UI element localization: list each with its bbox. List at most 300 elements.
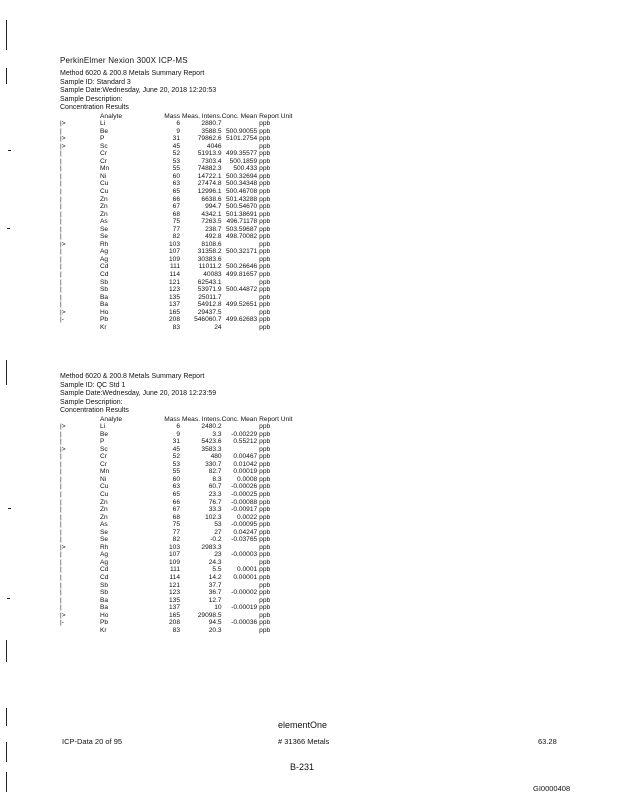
cell-analyte: Mn <box>100 165 110 173</box>
cell-conc: 500.44872 <box>225 286 258 294</box>
concentration-results-label: Concentration Results <box>60 407 129 414</box>
cell-analyte: Sb <box>100 278 109 286</box>
cell-unit: ppb <box>259 543 271 551</box>
cell-conc <box>222 143 258 151</box>
cell-conc: 500.1859 <box>229 157 258 165</box>
cell-mass: 123 <box>168 286 180 294</box>
cell-conc: 0.00001 <box>233 573 258 581</box>
cell-conc: 0.00019 <box>233 468 258 476</box>
cell-flag: | <box>60 248 62 256</box>
cell-mass: 114 <box>169 270 180 278</box>
cell-analyte: Mn <box>100 468 110 476</box>
method-title: Method 6020 & 200.8 Metals Summary Report <box>60 70 205 77</box>
cell-analyte: Ni <box>100 172 107 180</box>
scan-mark <box>6 708 7 726</box>
cell-unit: ppb <box>259 255 271 263</box>
cell-flag: | <box>60 438 62 446</box>
cell-unit: ppb <box>259 423 271 431</box>
cell-flag: | <box>60 498 62 506</box>
cell-flag: |> <box>60 135 66 143</box>
cell-conc <box>222 582 258 590</box>
footer-right-value: 63.28 <box>538 737 557 746</box>
table-row <box>60 619 293 627</box>
header-meas-intens: Meas. Intens. <box>182 112 222 120</box>
cell-mass: 121 <box>168 278 180 286</box>
cell-conc: 501.43288 <box>225 195 258 203</box>
table-row <box>60 233 293 241</box>
table-row <box>60 453 293 461</box>
cell-mass: 60 <box>172 172 180 180</box>
table-row <box>60 286 293 294</box>
cell-unit: ppb <box>259 323 271 331</box>
cell-mass: 75 <box>172 218 180 226</box>
cell-unit: ppb <box>259 558 271 566</box>
footer-job-number: # 31366 Metals <box>278 737 330 746</box>
cell-unit: ppb <box>259 150 271 158</box>
table-row <box>60 521 293 529</box>
table-row <box>60 612 293 620</box>
cell-intens: 4342.1 <box>201 210 222 218</box>
table-row <box>60 582 293 590</box>
cell-flag: | <box>60 301 62 309</box>
table-row <box>60 165 293 173</box>
cell-analyte: Sb <box>100 286 109 294</box>
cell-conc <box>222 324 258 332</box>
cell-analyte: Ag <box>100 551 109 559</box>
cell-intens: 5.5 <box>212 566 222 574</box>
cell-mass: 53 <box>172 460 180 468</box>
cell-unit: ppb <box>259 248 271 256</box>
cell-conc: 0.0022 <box>236 513 258 521</box>
cell-conc: -0.00003 <box>231 551 258 559</box>
document-id: GI0000408 <box>533 784 571 793</box>
cell-unit: ppb <box>259 286 271 294</box>
cell-unit: ppb <box>259 210 271 218</box>
table-row <box>60 476 293 484</box>
cell-flag: | <box>60 604 62 612</box>
cell-conc <box>222 597 258 605</box>
table-row <box>60 597 293 605</box>
sample-date: Sample Date:Wednesday, June 20, 2018 12:23:59 <box>60 390 217 397</box>
cell-analyte: Zn <box>100 203 108 211</box>
scan-mark <box>8 508 11 509</box>
cell-conc: 0.00467 <box>233 453 258 461</box>
cell-conc: 0.0001 <box>236 566 258 574</box>
cell-mass: 53 <box>172 157 180 165</box>
cell-mass: 135 <box>168 596 180 604</box>
cell-mass: 165 <box>168 308 180 316</box>
cell-mass: 66 <box>172 498 180 506</box>
cell-conc: 5101.2754 <box>225 135 258 143</box>
cell-intens: 30383.6 <box>197 255 222 263</box>
cell-flag: | <box>60 225 62 233</box>
table-row <box>60 150 293 158</box>
cell-analyte: Cd <box>100 270 109 278</box>
cell-analyte: Se <box>100 528 109 536</box>
cell-flag: | <box>60 596 62 604</box>
cell-unit: ppb <box>259 203 271 211</box>
cell-intens: -0.2 <box>210 536 222 544</box>
cell-flag: | <box>60 513 62 521</box>
cell-unit: ppb <box>259 626 271 634</box>
cell-flag: | <box>60 536 62 544</box>
cell-flag: | <box>60 233 62 241</box>
cell-flag: |> <box>60 423 66 431</box>
cell-intens: 492.8 <box>205 233 222 241</box>
cell-conc <box>222 627 258 635</box>
cell-unit: ppb <box>259 513 271 521</box>
cell-analyte: Li <box>100 120 106 128</box>
cell-flag: | <box>60 180 62 188</box>
cell-flag: |> <box>60 611 66 619</box>
header-conc-mean: Conc. Mean <box>221 112 258 120</box>
cell-unit: ppb <box>259 438 271 446</box>
cell-flag: |> <box>60 240 66 248</box>
cell-flag: |> <box>60 445 66 453</box>
scan-mark <box>6 640 7 662</box>
cell-conc: 0.01042 <box>233 460 258 468</box>
cell-flag: | <box>60 468 62 476</box>
cell-unit: ppb <box>259 270 271 278</box>
cell-flag <box>60 627 100 635</box>
cell-intens: 20.3 <box>208 626 222 634</box>
cell-conc: 499.52651 <box>225 301 258 309</box>
cell-conc <box>222 256 258 264</box>
cell-intens: 31358.2 <box>197 248 222 256</box>
cell-unit: ppb <box>259 127 271 135</box>
cell-flag: |- <box>60 619 64 627</box>
cell-flag: | <box>60 483 62 491</box>
cell-mass: 63 <box>172 180 180 188</box>
sample-id: Sample ID: QC Std 1 <box>60 381 126 389</box>
table-row <box>60 423 293 431</box>
cell-mass: 55 <box>172 468 180 476</box>
table-row <box>60 446 293 454</box>
cell-unit: ppb <box>259 430 271 438</box>
cell-unit: ppb <box>259 506 271 514</box>
scan-mark <box>6 68 7 84</box>
cell-conc <box>222 279 258 287</box>
cell-mass: 31 <box>172 135 180 143</box>
cell-intens: 53971.9 <box>197 286 222 294</box>
table-row <box>60 301 293 309</box>
cell-flag: |- <box>60 316 64 324</box>
cell-flag: | <box>60 195 62 203</box>
cell-conc <box>222 559 258 567</box>
cell-flag: | <box>60 157 62 165</box>
cell-unit: ppb <box>259 453 271 461</box>
cell-conc: 500.34348 <box>225 180 258 188</box>
cell-flag: | <box>60 187 62 195</box>
sample-description: Sample Description: <box>60 95 123 103</box>
cell-conc: 503.59687 <box>225 225 258 233</box>
table-row <box>60 203 293 211</box>
cell-mass: 109 <box>168 255 180 263</box>
cell-mass: 75 <box>172 521 180 529</box>
table-row <box>60 271 293 279</box>
cell-analyte: Rh <box>100 543 109 551</box>
cell-analyte: Be <box>100 430 109 438</box>
cell-intens: 238.7 <box>205 225 222 233</box>
cell-mass: 82 <box>172 536 180 544</box>
table-row <box>60 544 293 552</box>
table-row <box>60 173 293 181</box>
cell-flag: | <box>60 573 62 581</box>
cell-analyte: As <box>100 521 108 529</box>
cell-conc: -0.00095 <box>231 521 258 529</box>
table-row <box>60 211 293 219</box>
results-table <box>60 113 293 332</box>
cell-mass: 208 <box>168 619 180 627</box>
cell-analyte: Ba <box>100 293 109 301</box>
cell-unit: ppb <box>259 536 271 544</box>
cell-conc <box>222 241 258 249</box>
cell-mass: 63 <box>172 483 180 491</box>
cell-intens: 5423.6 <box>201 438 222 446</box>
cell-intens: 24.3 <box>208 558 222 566</box>
table-row <box>60 248 293 256</box>
footer-page-counter: ICP-Data 20 of 95 <box>62 737 123 746</box>
cell-conc: 501.38691 <box>225 210 258 218</box>
cell-analyte: Ag <box>100 255 109 263</box>
table-row <box>60 324 293 332</box>
cell-mass: 52 <box>172 150 180 158</box>
cell-unit: ppb <box>259 460 271 468</box>
cell-conc: -0.00019 <box>231 604 258 612</box>
cell-unit: ppb <box>259 165 271 173</box>
cell-flag: | <box>60 278 62 286</box>
cell-intens: 480 <box>210 453 222 461</box>
cell-analyte: Kr <box>100 626 107 634</box>
scan-mark <box>6 772 7 792</box>
cell-flag: | <box>60 566 62 574</box>
cell-mass: 137 <box>168 301 180 309</box>
cell-unit: ppb <box>259 483 271 491</box>
cell-unit: ppb <box>259 316 271 324</box>
cell-mass: 135 <box>168 293 180 301</box>
table-row <box>60 294 293 302</box>
cell-mass: 123 <box>168 589 180 597</box>
cell-unit: ppb <box>259 475 271 483</box>
header-conc-mean: Conc. Mean <box>221 415 258 423</box>
cell-analyte: Se <box>100 536 109 544</box>
table-row <box>60 431 293 439</box>
cell-mass: 111 <box>169 263 180 271</box>
cell-unit: ppb <box>259 573 271 581</box>
cell-unit: ppb <box>259 308 271 316</box>
cell-intens: 82.7 <box>208 468 222 476</box>
cell-mass: 107 <box>168 551 180 559</box>
cell-conc: 500.32171 <box>225 248 258 256</box>
cell-flag: |> <box>60 142 66 150</box>
cell-conc: 0.55212 <box>233 438 258 446</box>
cell-analyte: Cr <box>100 157 107 165</box>
table-header-row <box>60 416 293 424</box>
cell-intens: 7303.4 <box>201 157 222 165</box>
cell-intens: 36.7 <box>208 589 222 597</box>
table-row <box>60 483 293 491</box>
cell-unit: ppb <box>259 135 271 143</box>
cell-analyte: Se <box>100 233 109 241</box>
cell-flag: |> <box>60 120 66 128</box>
cell-intens: 3583.3 <box>201 445 222 453</box>
cell-intens: 25011.7 <box>198 293 222 301</box>
cell-intens: 27474.8 <box>197 180 222 188</box>
cell-flag: | <box>60 165 62 173</box>
cell-analyte: Kr <box>100 323 107 331</box>
cell-intens: 14.2 <box>208 573 222 581</box>
cell-mass: 114 <box>169 573 180 581</box>
cell-intens: 2880.7 <box>201 120 222 128</box>
header-report-unit: Report Unit <box>259 112 293 120</box>
cell-analyte: Pb <box>100 316 109 324</box>
cell-analyte: Zn <box>100 513 108 521</box>
cell-intens: 8108.6 <box>201 240 222 248</box>
cell-mass: 111 <box>169 566 180 574</box>
scan-mark <box>8 150 11 151</box>
table-row <box>60 263 293 271</box>
table-row <box>60 461 293 469</box>
cell-mass: 9 <box>176 127 180 135</box>
cell-unit: ppb <box>259 611 271 619</box>
cell-intens: 54912.8 <box>197 301 222 309</box>
cell-conc: 499.81657 <box>225 270 258 278</box>
cell-unit: ppb <box>259 581 271 589</box>
cell-mass: 109 <box>168 558 180 566</box>
cell-intens: 3.3 <box>212 430 222 438</box>
table-row <box>60 158 293 166</box>
cell-conc <box>222 120 258 128</box>
cell-intens: 14722.1 <box>197 172 222 180</box>
cell-intens: 23 <box>214 551 222 559</box>
table-row <box>60 499 293 507</box>
cell-intens: 27 <box>214 528 222 536</box>
cell-unit: ppb <box>259 187 271 195</box>
scan-mark <box>7 598 10 599</box>
sample-id: Sample ID: Standard 3 <box>60 78 131 86</box>
cell-flag: | <box>60 430 62 438</box>
table-header-row <box>60 113 293 121</box>
instrument-title: PerkinElmer Nexion 300X ICP-MS <box>60 56 188 65</box>
cell-mass: 45 <box>172 142 180 150</box>
cell-mass: 6 <box>176 120 180 128</box>
sample-description: Sample Description: <box>60 398 123 406</box>
cell-analyte: Cd <box>100 263 109 271</box>
cell-conc: 0.0008 <box>236 475 258 483</box>
cell-intens: 74882.3 <box>197 165 222 173</box>
cell-analyte: Cu <box>100 180 109 188</box>
cell-flag: | <box>60 263 62 271</box>
cell-flag: | <box>60 270 62 278</box>
cell-analyte: Ho <box>100 308 109 316</box>
cell-flag: | <box>60 490 62 498</box>
table-row <box>60 438 293 446</box>
cell-analyte: Cd <box>100 573 109 581</box>
table-row <box>60 309 293 317</box>
cell-mass: 66 <box>172 195 180 203</box>
cell-flag: | <box>60 528 62 536</box>
cell-conc <box>222 612 258 620</box>
cell-analyte: Cu <box>100 483 109 491</box>
cell-intens: 40083 <box>203 270 222 278</box>
table-row <box>60 468 293 476</box>
cell-analyte: Cu <box>100 187 109 195</box>
cell-unit: ppb <box>259 240 271 248</box>
cell-mass: 9 <box>176 430 180 438</box>
report-qc-std-1 <box>60 373 293 634</box>
cell-intens: 2983.3 <box>201 543 222 551</box>
cell-conc: -0.00026 <box>231 483 258 491</box>
cell-analyte: Cr <box>100 453 107 461</box>
cell-intens: 12.7 <box>208 596 222 604</box>
cell-flag: | <box>60 210 62 218</box>
cell-analyte: Pb <box>100 619 109 627</box>
cell-analyte: Zn <box>100 195 108 203</box>
cell-flag: | <box>60 551 62 559</box>
cell-unit: ppb <box>259 293 271 301</box>
table-row <box>60 529 293 537</box>
table-row <box>60 604 293 612</box>
cell-analyte: Be <box>100 127 109 135</box>
cell-flag: | <box>60 293 62 301</box>
cell-unit: ppb <box>259 604 271 612</box>
cell-flag: | <box>60 172 62 180</box>
cell-flag: | <box>60 475 62 483</box>
cell-conc <box>222 309 258 317</box>
cell-analyte: Sc <box>100 445 108 453</box>
cell-flag: | <box>60 460 62 468</box>
cell-analyte: Rh <box>100 240 109 248</box>
cell-analyte: P <box>100 438 105 446</box>
header-report-unit: Report Unit <box>259 415 293 423</box>
cell-intens: 102.3 <box>205 513 222 521</box>
cell-mass: 107 <box>168 248 180 256</box>
cell-mass: 67 <box>172 203 180 211</box>
cell-intens: 60.7 <box>208 483 222 491</box>
table-row <box>60 551 293 559</box>
cell-analyte: Cr <box>100 460 107 468</box>
cell-unit: ppb <box>259 157 271 165</box>
cell-flag: | <box>60 581 62 589</box>
header-analyte: Analyte <box>100 112 122 120</box>
cell-analyte: Cr <box>100 150 107 158</box>
cell-analyte: Li <box>100 423 106 431</box>
cell-conc: 0.04247 <box>233 528 258 536</box>
cell-intens: 7263.5 <box>201 218 222 226</box>
concentration-results-label: Concentration Results <box>60 104 129 111</box>
cell-intens: 4046 <box>206 142 222 150</box>
header-analyte: Analyte <box>100 415 122 423</box>
cell-intens: 62543.1 <box>197 278 222 286</box>
cell-intens: 3588.5 <box>201 127 222 135</box>
cell-flag <box>60 324 100 332</box>
cell-conc: -0.00229 <box>231 430 258 438</box>
cell-analyte: Ag <box>100 558 109 566</box>
cell-analyte: As <box>100 218 108 226</box>
cell-unit: ppb <box>259 180 271 188</box>
cell-unit: ppb <box>259 301 271 309</box>
cell-mass: 6 <box>176 423 180 431</box>
cell-conc: 500.433 <box>233 165 258 173</box>
cell-unit: ppb <box>259 521 271 529</box>
cell-conc: 500.26646 <box>225 263 258 271</box>
scan-mark <box>6 742 7 762</box>
table-row <box>60 566 293 574</box>
cell-conc <box>222 294 258 302</box>
header-mass: Mass <box>164 415 180 423</box>
cell-flag: | <box>60 255 62 263</box>
scan-mark <box>6 360 7 385</box>
